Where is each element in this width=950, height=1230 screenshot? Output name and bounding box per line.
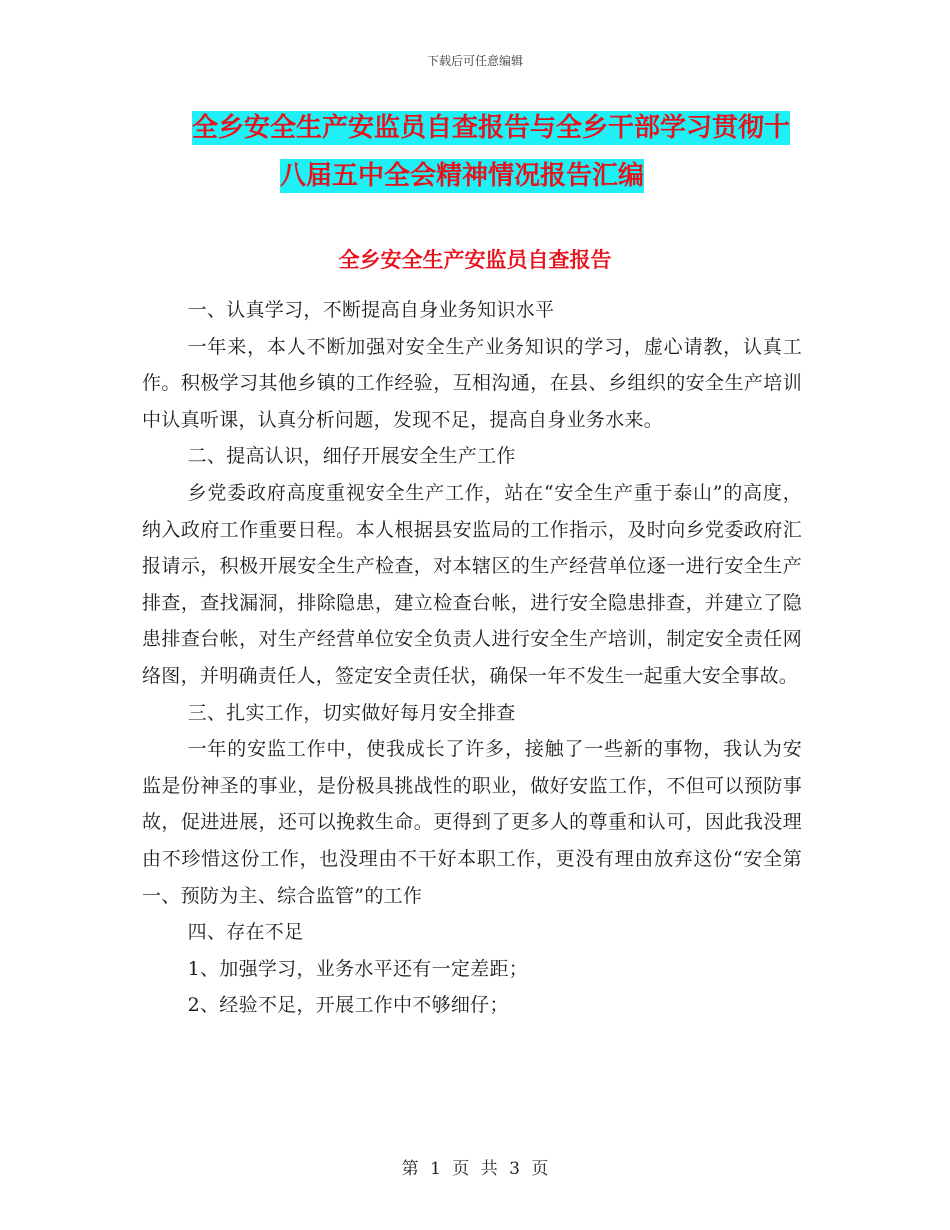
heading-1: 一、认真学习，不断提高自身业务知识水平 xyxy=(187,299,555,321)
document-body xyxy=(142,292,802,1024)
page-header-note: 下载后可任意编辑 xyxy=(426,54,523,68)
heading-3: 三、扎实工作，切实做好每月安全排查 xyxy=(187,701,516,724)
list-item: 2、经验不足，开展工作中不够细仔； xyxy=(187,994,509,1017)
paragraph: 乡党委政府高度重视安全生产工作，站在“安全生产重于泰山”的高度，纳入政府工作重要日程。本人根据县安监局的工作指示，及时向乡党委政府汇报请示，积极开展安全生产检查，对本辖区的生产经营单位逐一进行安全生产排查，查找漏洞，排除隐患，建立检查台帐，进行安全隐患排查，并建立了隐患排查台帐，对生产经营单位安全负责人进行安全生产培训，制定安全责任网络图，并明确责任人，签定安全责任状，确保一年不发生一起重大安全事故。 xyxy=(142,481,802,687)
document-title-line-2: 八届五中全会精神情况报告汇编 xyxy=(280,161,645,191)
section-title: 全乡安全生产安监员自查报告 xyxy=(338,248,612,272)
document-title xyxy=(140,104,830,200)
heading-4: 四、存在不足 xyxy=(187,921,304,944)
paragraph: 一年的安监工作中，使我成长了许多，接触了一些新的事物，我认为安监是份神圣的事业，是份极具挑战性的职业，做好安监工作，不但可以预防事故，促进进展，还可以挽救生命。更得到了更多人的尊重和认可，因此我没理由不珍惜这份工作，也没理由不干好本职工作，更没有理由放弃这份“安全第一、预防为主、综合监管”的工作 xyxy=(142,738,802,907)
list-item: 1、加强学习，业务水平还有一定差距； xyxy=(187,957,529,980)
document-title-line-1: 全乡安全生产安监员自查报告与全乡干部学习贯彻十 xyxy=(192,113,791,143)
heading-2: 二、提高认识，细仔开展安全生产工作 xyxy=(187,445,516,468)
page-number: 第 1 页 共 3 页 xyxy=(401,1159,549,1179)
paragraph: 一年来，本人不断加强对安全生产业务知识的学习，虚心请教，认真工作。积极学习其他乡镇的工作经验，互相沟通，在县、乡组织的安全生产培训中认真听课，认真分析问题，发现不足，提高自身业务水来。 xyxy=(142,335,802,431)
